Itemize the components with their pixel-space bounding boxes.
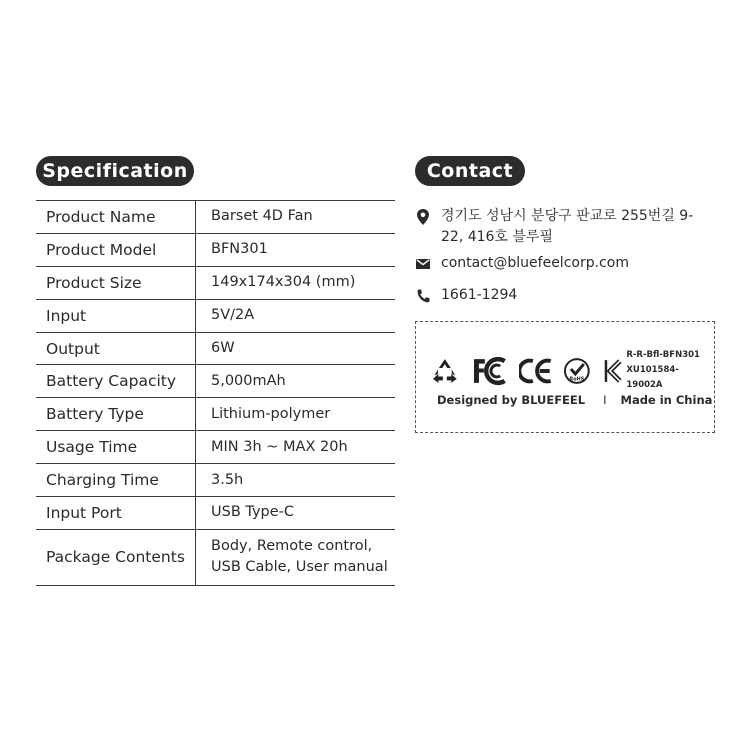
- spec-value: BFN301: [211, 241, 268, 258]
- contact-heading: Contact: [415, 156, 525, 186]
- location-pin-icon: [415, 208, 431, 226]
- kc-mark-icon: [603, 357, 623, 385]
- certification-box: [415, 321, 715, 433]
- spec-row-charging-time: [36, 464, 395, 497]
- phone-icon: [415, 287, 431, 305]
- made-in-text: Made in China: [620, 393, 713, 407]
- spec-label: Battery Capacity: [36, 365, 196, 397]
- spec-value: Lithium-polymer: [211, 405, 331, 422]
- spec-row-battery-type: [36, 398, 395, 431]
- kc-code-2: XU101584-19002A: [626, 365, 679, 390]
- specification-table: [36, 200, 395, 586]
- spec-value: 6W: [211, 340, 235, 356]
- specification-heading: Specification: [36, 156, 194, 186]
- cert-footer: [437, 393, 712, 407]
- email-link[interactable]: contact@bluefeelcorp.com: [441, 255, 629, 271]
- spec-label: Product Name: [36, 201, 196, 233]
- rohs-label: RoHS: [569, 375, 585, 382]
- contact-phone: [415, 285, 517, 306]
- address-text: 경기도 성남시 분당구 판교로 255번길 9-22, 416호 블루필: [441, 208, 694, 245]
- spec-label: Package Contents: [36, 530, 196, 585]
- spec-row-output: [36, 333, 395, 366]
- spec-value: Body, Remote control, USB Cable, User manual: [211, 538, 388, 576]
- phone-number[interactable]: 1661-1294: [441, 287, 518, 303]
- spec-label: Input: [36, 300, 196, 332]
- separator: I: [603, 393, 607, 407]
- contact-address: [415, 206, 715, 248]
- spec-row-product-model: [36, 234, 395, 267]
- spec-value: 149x174x304 (mm): [211, 274, 356, 291]
- spec-row-package-contents: [36, 530, 395, 586]
- recycle-icon: [430, 357, 460, 385]
- spec-value: USB Type-C: [211, 504, 295, 521]
- spec-value: MIN 3h ~ MAX 20h: [211, 438, 348, 455]
- rohs-icon: [563, 357, 591, 385]
- spec-value: 5,000mAh: [211, 372, 286, 389]
- spec-label: Usage Time: [36, 431, 196, 463]
- spec-row-product-name: [36, 201, 395, 234]
- mail-icon: [415, 255, 431, 273]
- spec-value: 5V/2A: [211, 307, 255, 324]
- spec-label: Output: [36, 333, 196, 365]
- spec-value: 3.5h: [211, 471, 244, 488]
- ce-mark-icon: [519, 357, 553, 385]
- certification-marks: [430, 348, 714, 393]
- kc-code-1: R-R-Bfl-BFN301: [626, 350, 700, 360]
- spec-row-battery-capacity: [36, 365, 395, 398]
- fcc-mark-icon: [472, 356, 508, 386]
- kc-codes: [626, 348, 714, 393]
- spec-label: Product Model: [36, 234, 196, 266]
- spec-row-usage-time: [36, 431, 395, 464]
- designed-by-text: Designed by BLUEFEEL: [437, 393, 586, 407]
- spec-label: Input Port: [36, 497, 196, 529]
- spec-label: Charging Time: [36, 464, 196, 496]
- spec-row-product-size: [36, 267, 395, 300]
- spec-row-input-port: [36, 497, 395, 530]
- spec-label: Product Size: [36, 267, 196, 299]
- contact-email: [415, 253, 629, 274]
- spec-row-input: [36, 300, 395, 333]
- spec-value: Barset 4D Fan: [211, 208, 313, 225]
- spec-label: Battery Type: [36, 398, 196, 430]
